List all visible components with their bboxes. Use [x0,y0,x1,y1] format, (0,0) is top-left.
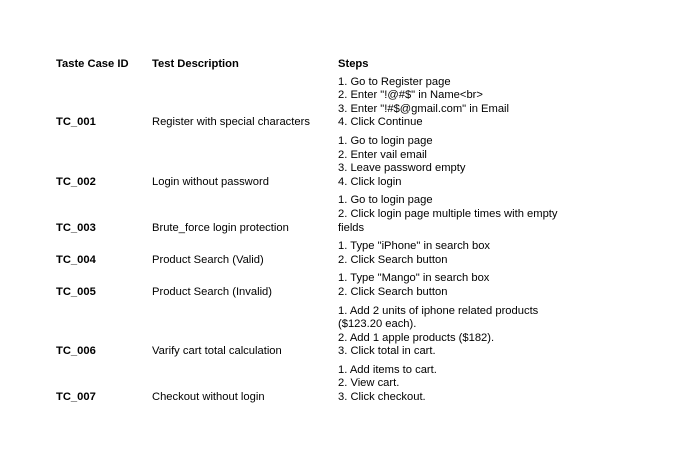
test-step: 3. Enter "!#$@gmail.com" in Email [338,102,510,115]
table-row [56,305,578,364]
test-steps [338,364,578,410]
test-step: 1. Add items to cart. [338,363,437,376]
test-steps [338,194,578,240]
test-description: Varify cart total calculation [152,345,282,358]
test-step: 2. Click Search button [338,285,448,298]
test-steps [338,135,578,194]
test-steps [338,272,578,304]
test-case-id: TC_006 [56,345,96,358]
test-description: Checkout without login [152,391,265,404]
table-row [56,364,578,410]
test-steps [338,305,578,364]
test-description: Product Search (Invalid) [152,285,273,298]
header-test-description: Test Description [152,58,239,70]
test-description: Product Search (Valid) [152,253,264,266]
test-case-table [56,58,578,410]
test-description: Register with special characters [152,116,310,129]
test-steps [338,76,578,135]
test-step: 4. Click login [338,175,402,188]
test-steps [338,240,578,272]
test-step: 3. Leave password empty [338,162,466,175]
test-step: 1. Type "iPhone" in search box [338,240,491,253]
test-step: 2. Enter "!@#$" in Name<br> [338,89,483,102]
test-step: 2. Add 1 apple products ($182). [338,331,495,344]
header-steps: Steps [338,58,369,70]
test-step: 1. Type "Mango" in search box [338,272,490,285]
test-step: 1. Go to login page [338,194,433,207]
table-header-row [56,58,578,76]
test-step: 2. Click login page multiple times with empty [338,207,558,220]
test-step: 1. Add 2 units of iphone related products [338,304,539,317]
test-step: 2. View cart. [338,377,400,390]
table-row [56,272,578,304]
test-step: fields [338,221,365,234]
test-step: 2. Click Search button [338,253,448,266]
table-row [56,135,578,194]
test-step: 3. Click checkout. [338,391,426,404]
test-case-id: TC_003 [56,221,96,234]
test-step: 1. Go to Register page [338,75,451,88]
test-step: 2. Enter vail email [338,148,427,161]
test-description: Login without password [152,175,269,188]
test-case-id: TC_004 [56,253,96,266]
table-row [56,240,578,272]
test-step: 1. Go to login page [338,134,433,147]
test-case-id: TC_002 [56,175,96,188]
test-step: 3. Click total in cart. [338,345,436,358]
test-description: Brute_force login protection [152,221,289,234]
test-step: ($123.20 each). [338,318,417,331]
header-test-case-id: Taste Case ID [56,58,129,70]
test-case-id: TC_007 [56,391,96,404]
test-step: 4. Click Continue [338,116,423,129]
test-case-id: TC_005 [56,285,96,298]
table-row [56,194,578,240]
table-row [56,76,578,135]
test-case-id: TC_001 [56,116,96,129]
